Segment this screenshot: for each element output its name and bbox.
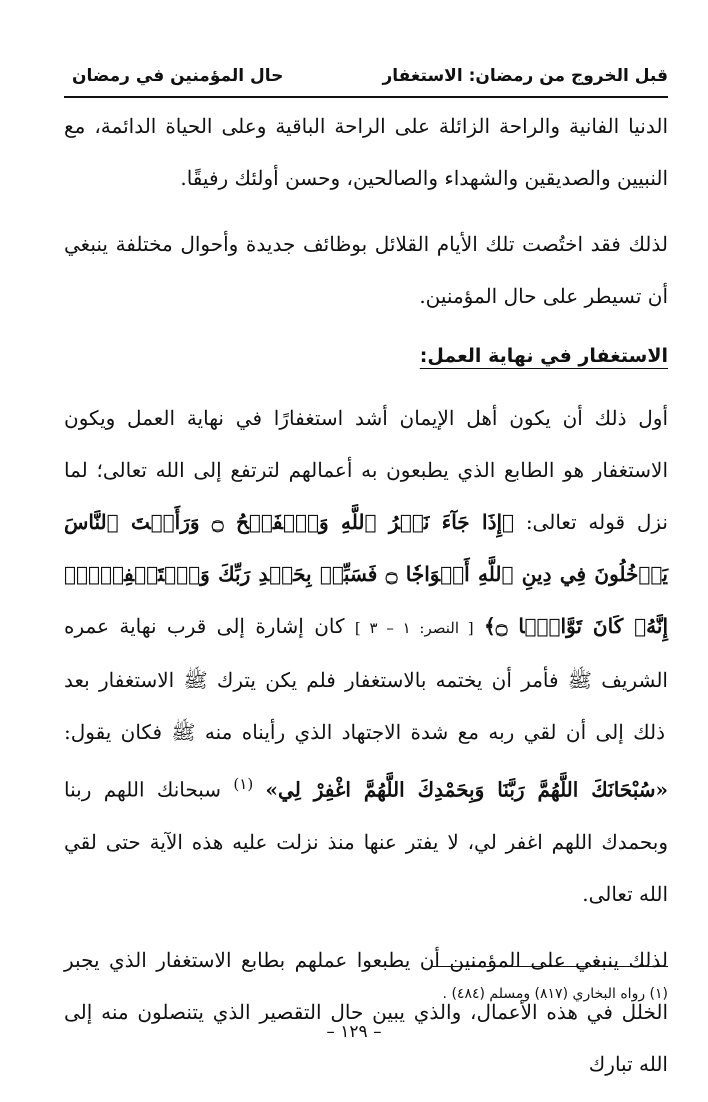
paragraph-3-tail: سبحانك اللهم ربنا وبحمدك اللهم اغفر لي، لا يفتر عنها منذ نزلت عليه هذه الآية حتى لقي الله تعالى.	[64, 777, 668, 906]
quran-reference: [ النصر: ١ – ٣ ]	[354, 619, 474, 637]
paragraph-2: لذلك فقد اختُصت تلك الأيام القلائل بوظائف جديدة وأحوال مختلفة ينبغي أن تسيطر على حال المؤمنين.	[64, 232, 668, 308]
page-number: – ١٢٩ –	[326, 1022, 382, 1042]
spacer	[64, 920, 668, 934]
running-header	[64, 62, 668, 98]
footnote: (١) رواه البخاري (٨١٧) ومسلم (٤٨٤) .	[442, 986, 668, 1002]
paragraph-1: الدنيا الفانية والراحة الزائلة على الراحة الباقية وعلى الحياة الدائمة، مع النبيين والصديقين والشهداء والصالحين، وحسن أولئك رفيقًا.	[64, 114, 668, 190]
footnote-marker: (١)	[233, 775, 254, 793]
paragraph-4: لذلك ينبغي على المؤمنين أن يطبعوا عملهم بطابع الاستغفار الذي يجبر الخلل في هذه الأعمال، والذي يبين حال التقصير الذي يتنصلون منه إلى الله تبارك	[64, 947, 668, 1076]
spacer	[64, 204, 668, 218]
quran-verse: ﴿إِذَا جَآءَ نَصۡرُ ٱللَّهِ وَٱلۡفَتۡحُ ۝ وَرَأَيۡتَ ٱلنَّاسَ يَدۡخُلُونَ فِي دِينِ ٱللَّهِ أَفۡوَاجٗا ۝ فَسَبِّحۡ بِحَمۡدِ رَبِّكَ وَٱسۡتَغۡفِرۡهُۚ إِنَّهُۥ كَانَ تَوَّابَۢا ۝﴾	[64, 510, 669, 638]
paragraph-3-start: أول ذلك أن يكون أهل الإيمان أشد استغفارًا في نهاية العمل ويكون الاستغفار هو الطابع الذي يطبعون به أعمالهم لترتفع إلى الله تعالى؛ لما نزل قوله تعالى:	[64, 406, 668, 534]
paragraph-3	[64, 392, 668, 920]
footnote-divider	[432, 966, 668, 967]
hadith-text: «سُبْحَانَكَ اللَّهُمَّ رَبَّنَا وَبِحَمْدِكَ اللَّهُمَّ اغْفِرْ لِي»	[265, 777, 668, 802]
paragraph-3-middle: كان إشارة إلى قرب نهاية عمره الشريف ﷺ فأمر أن يختمه بالاستغفار فلم يكن يترك ﷺ الاستغفار بعد ذلك إلى أن لقي ربه مع شدة الاجتهاد الذي رأيناه منه ﷺ فكان يقول:	[64, 614, 668, 744]
page-body	[64, 100, 668, 1090]
header-book-title: حال المؤمنين في رمضان	[72, 66, 284, 86]
section-heading: الاستغفار في نهاية العمل:	[419, 345, 668, 367]
header-chapter-title: قبل الخروج من رمضان: الاستغفار	[382, 66, 668, 86]
